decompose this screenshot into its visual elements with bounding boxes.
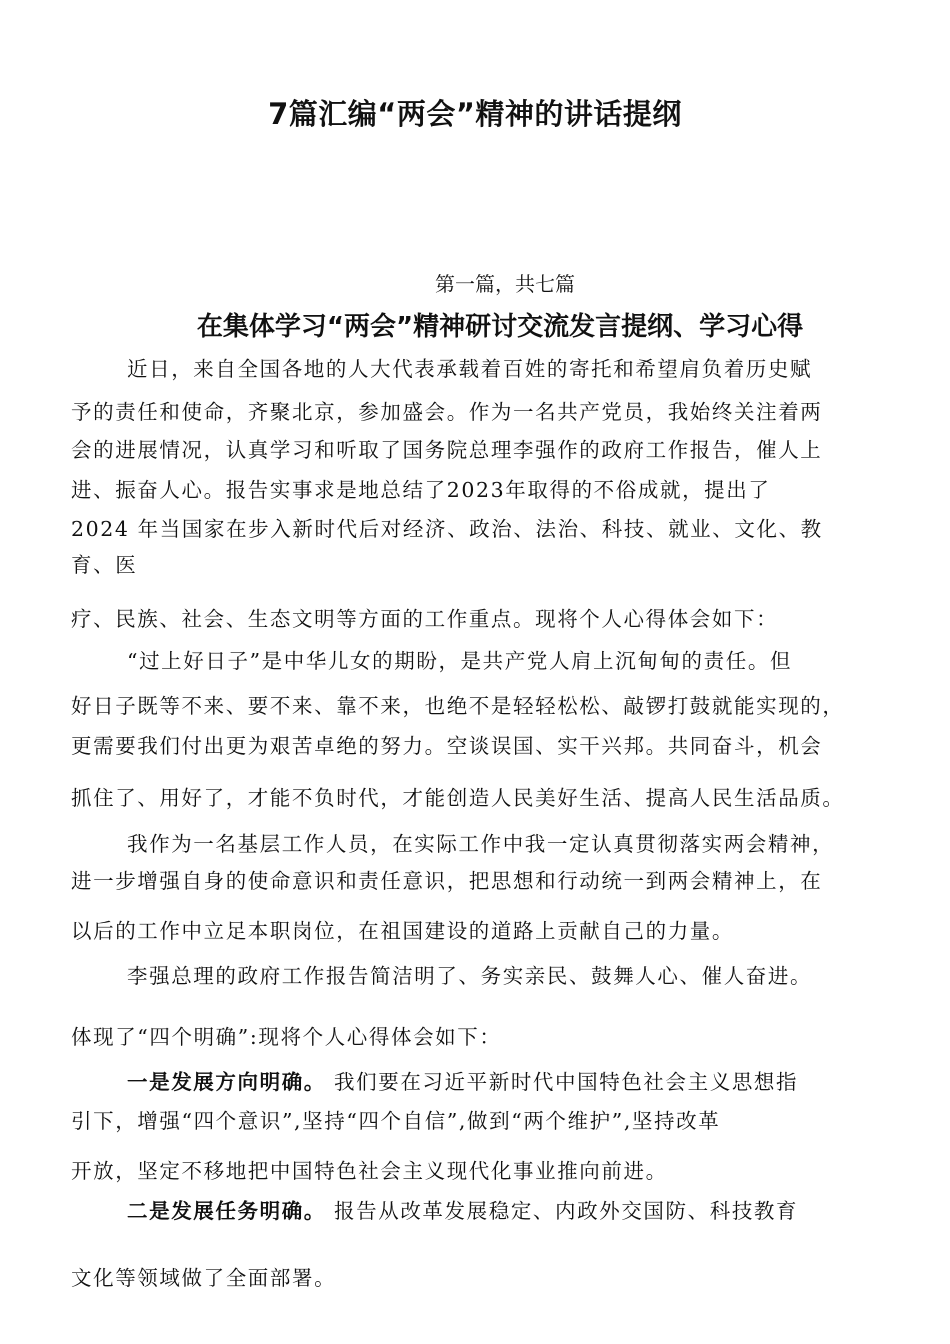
body-line: 予的责任和使命，齐聚北京，参加盛会。作为一名共产党员，我始终关注着两 bbox=[71, 400, 823, 424]
body-line: 引下，增强“四个意识”,坚持“四个自信”,做到“两个维护”,坚持改革 bbox=[71, 1109, 721, 1133]
body-line: 育、医 bbox=[71, 553, 138, 577]
body-line: 我作为一名基层工作人员，在实际工作中我一定认真贯彻落实两会精神， bbox=[127, 832, 835, 856]
bold-lead-text: 一是发展方向明确。 bbox=[127, 1070, 326, 1094]
body-line bbox=[127, 1198, 798, 1224]
body-line: 2024 年当国家在步入新时代后对经济、政治、法治、科技、就业、文化、教 bbox=[71, 517, 823, 541]
body-line: 李强总理的政府工作报告简洁明了、务实亲民、鼓舞人心、催人奋进。 bbox=[127, 964, 813, 988]
body-line: 以后的工作中立足本职岗位，在祖国建设的道路上贡献自己的力量。 bbox=[71, 919, 734, 943]
body-line: 抓住了、用好了，才能不负时代，才能创造人民美好生活、提高人民生活品质。 bbox=[71, 786, 845, 810]
body-line: 开放，坚定不移地把中国特色社会主义现代化事业推向前进。 bbox=[71, 1159, 668, 1183]
body-line: 进、振奋人心。报告实事求是地总结了2023年取得的不俗成就，提出了 bbox=[71, 478, 771, 502]
body-line: 文化等领域做了全面部署。 bbox=[71, 1266, 337, 1290]
bold-lead-text: 二是发展任务明确。 bbox=[127, 1199, 326, 1223]
body-line: “过上好日子”是中华儿女的期盼，是共产党人肩上沉甸甸的责任。但 bbox=[127, 649, 793, 673]
body-line bbox=[127, 1069, 798, 1095]
body-line: 体现了“四个明确”:现将个人心得体会如下： bbox=[71, 1025, 502, 1049]
document-title: 7篇汇编“两会”精神的讲话提纲 bbox=[268, 97, 682, 131]
body-line: 好日子既等不来、要不来、靠不来，也绝不是轻轻松松、敲锣打鼓就能实现的， bbox=[71, 694, 845, 718]
body-line: 会的进展情况，认真学习和听取了国务院总理李强作的政府工作报告，催人上 bbox=[71, 438, 823, 462]
body-line: 疗、民族、社会、生态文明等方面的工作重点。现将个人心得体会如下： bbox=[71, 607, 779, 631]
body-text: 报告从改革发展稳定、内政外交国防、科技教育 bbox=[325, 1199, 799, 1223]
section-title: 在集体学习“两会”精神研讨交流发言提纲、学习心得 bbox=[196, 312, 804, 342]
chapter-subtitle: 第一篇，共七篇 bbox=[435, 272, 575, 296]
body-line: 近日，来自全国各地的人大代表承载着百姓的寄托和希望肩负着历史赋 bbox=[127, 357, 813, 381]
body-text: 我们要在习近平新时代中国特色社会主义思想指 bbox=[325, 1070, 799, 1094]
body-line: 更需要我们付出更为艰苦卓绝的努力。空谈误国、实干兴邦。共同奋斗，机会 bbox=[71, 734, 823, 758]
body-line: 进一步增强自身的使命意识和责任意识，把思想和行动统一到两会精神上，在 bbox=[71, 869, 823, 893]
